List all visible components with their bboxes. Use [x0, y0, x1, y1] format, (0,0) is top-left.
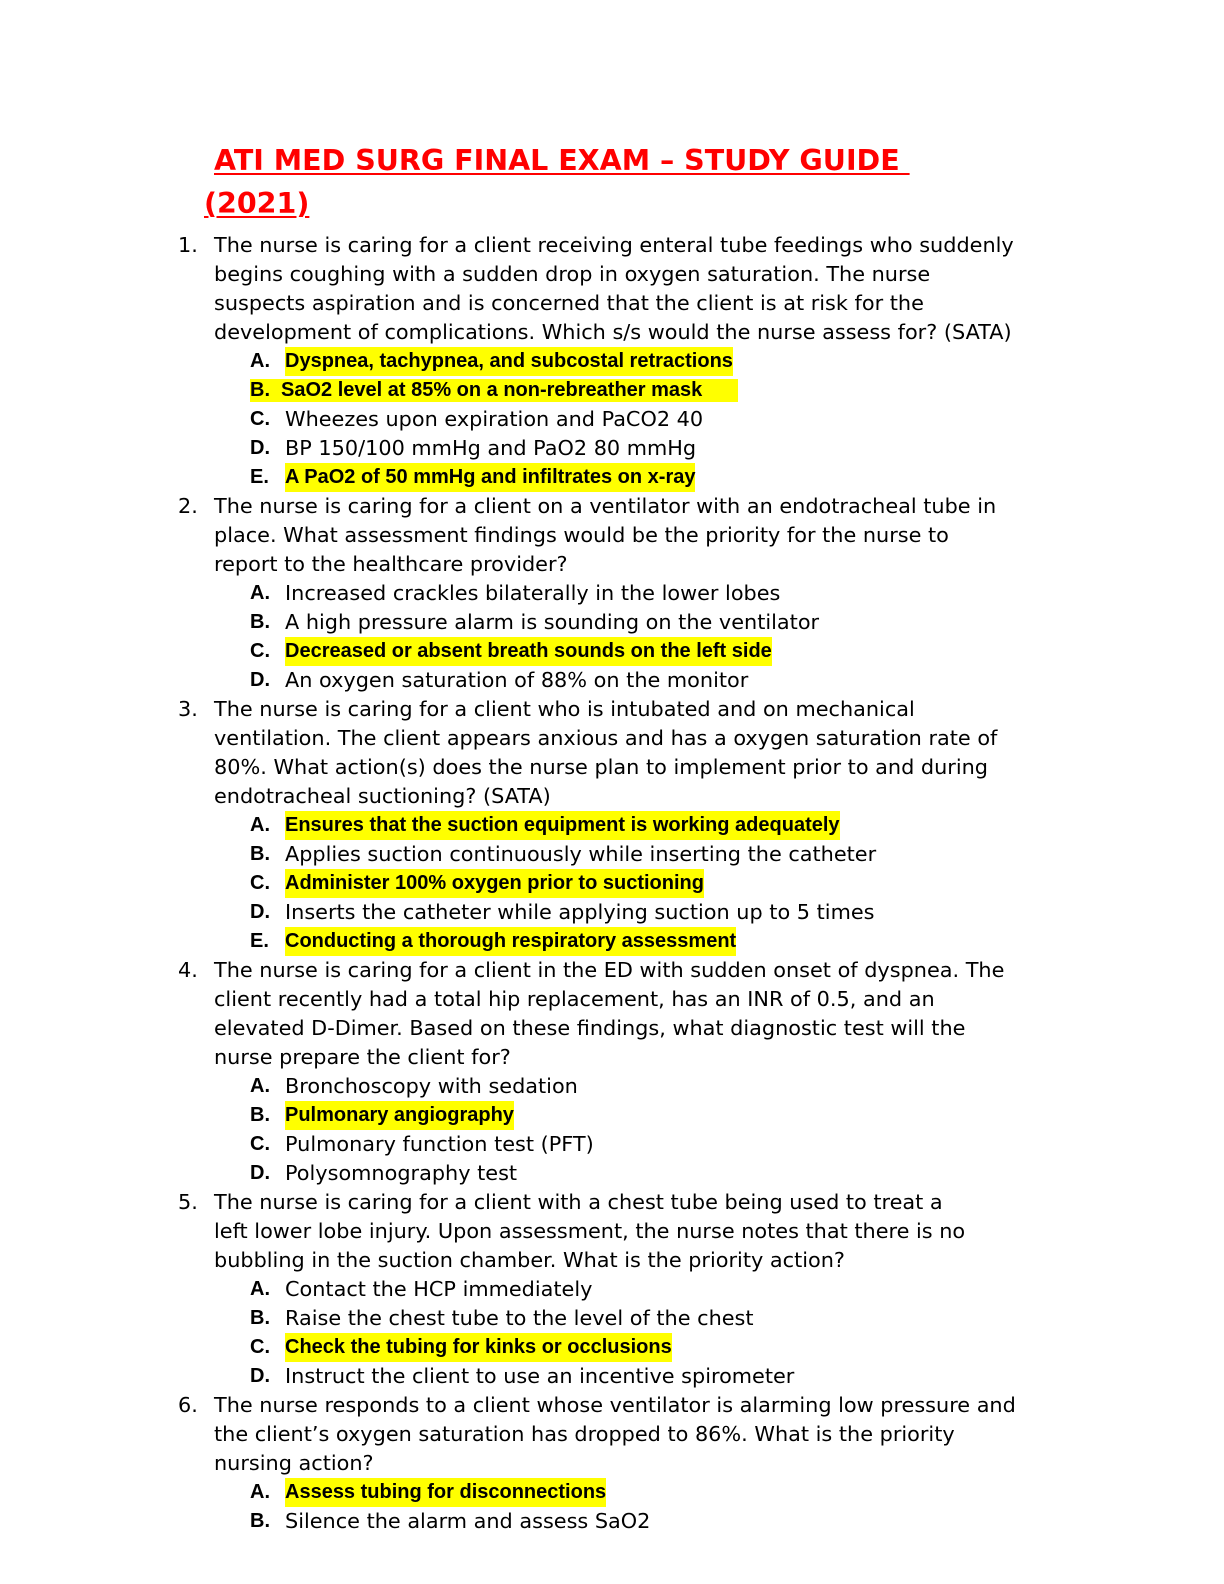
answer-option — [250, 463, 1224, 492]
answer-option — [250, 637, 1224, 666]
option-letter: B. — [250, 379, 270, 401]
option-letter: B. — [250, 843, 270, 865]
question-number: 1. — [178, 233, 198, 257]
question-number: 2. — [178, 494, 198, 518]
option-letter: A. — [250, 1278, 270, 1300]
answer-option — [250, 1275, 1224, 1304]
question-number: 5. — [178, 1190, 198, 1214]
answer-option — [250, 1362, 1224, 1391]
question-2 — [0, 492, 1224, 695]
question-4 — [0, 956, 1224, 1188]
option-text: Pulmonary function test (PFT) — [285, 1132, 594, 1156]
question-1 — [0, 231, 1224, 492]
question-stem — [178, 695, 1074, 811]
option-letter: D. — [250, 437, 270, 459]
option-letter: D. — [250, 1162, 270, 1184]
option-letter: C. — [250, 872, 270, 894]
option-letter: C. — [250, 1336, 270, 1358]
answer-option — [250, 1159, 1224, 1188]
answer-option — [250, 927, 1224, 956]
question-text: The nurse is caring for a client with a chest tube being used to treat a left lower lobe injury. Upon assessment, the nurse notes that there is no bubbling in the suction chamber. What is the priority action? — [214, 1190, 966, 1272]
correct-option-text: Dyspnea, tachypnea, and subcostal retractions — [285, 347, 733, 376]
title-line-2: (2021) — [204, 187, 310, 220]
option-letter: D. — [250, 669, 270, 691]
correct-option-text: SaO2 level at 85% on a non-rebreather mask — [281, 379, 703, 401]
answer-option — [250, 811, 1224, 840]
question-text: The nurse is caring for a client who is intubated and on mechanical ventilation. The client appears anxious and has a oxygen saturation rate of 80%. What action(s) does the nurse plan to implement prior to and during endotracheal suctioning? (SATA) — [214, 697, 998, 808]
question-number: 4. — [178, 958, 198, 982]
option-letter: A. — [250, 350, 270, 372]
answer-option — [250, 1507, 1224, 1536]
correct-option-text: Check the tubing for kinks or occlusions — [285, 1333, 672, 1362]
answer-option — [250, 376, 1224, 405]
option-text: Increased crackles bilaterally in the lower lobes — [285, 581, 781, 605]
answer-option — [250, 1130, 1224, 1159]
answer-option — [250, 898, 1224, 927]
option-text: Raise the chest tube to the level of the chest — [285, 1306, 754, 1330]
answer-option — [250, 1478, 1224, 1507]
option-letter: B. — [250, 1104, 270, 1126]
question-stem — [178, 956, 1074, 1072]
question-text: The nurse responds to a client whose ventilator is alarming low pressure and the client’s oxygen saturation has dropped to 86%. What is the priority nursing action? — [214, 1393, 1016, 1475]
title-line-1: ATI MED SURG FINAL EXAM – STUDY GUIDE — [214, 144, 910, 177]
option-letter: B. — [250, 1510, 270, 1532]
option-letter: E. — [250, 466, 269, 488]
option-letter: C. — [250, 408, 270, 430]
option-letter: B. — [250, 611, 270, 633]
answer-option — [250, 405, 1224, 434]
option-letter: B. — [250, 1307, 270, 1329]
question-stem — [178, 492, 1074, 579]
option-text: Applies suction continuously while inserting the catheter — [285, 842, 877, 866]
answer-option — [250, 1304, 1224, 1333]
correct-option-text: Administer 100% oxygen prior to suctioning — [285, 869, 704, 898]
option-text: Contact the HCP immediately — [285, 1277, 593, 1301]
question-number: 6. — [178, 1393, 198, 1417]
answer-option — [250, 666, 1224, 695]
option-text: BP 150/100 mmHg and PaO2 80 mmHg — [285, 436, 697, 460]
option-letter: A. — [250, 1481, 270, 1503]
correct-option-text: Pulmonary angiography — [285, 1101, 514, 1130]
correct-option-text: Assess tubing for disconnections — [285, 1478, 606, 1507]
option-text: Silence the alarm and assess SaO2 — [285, 1509, 651, 1533]
option-letter: A. — [250, 1075, 270, 1097]
answer-option — [250, 347, 1224, 376]
question-text: The nurse is caring for a client on a ventilator with an endotracheal tube in place. What assessment findings would be the priority for the nurse to report to the healthcare provider? — [214, 494, 997, 576]
question-stem — [178, 1188, 1074, 1275]
option-letter: C. — [250, 1133, 270, 1155]
question-list — [0, 231, 1224, 1536]
option-text: An oxygen saturation of 88% on the monitor — [285, 668, 749, 692]
question-text: The nurse is caring for a client in the ED with sudden onset of dyspnea. The client recently had a total hip replacement, has an INR of 0.5, and an elevated D-Dimer. Based on these findings, what diagnostic test will the nurse prepare the client for? — [214, 958, 1005, 1069]
answer-option — [250, 1072, 1224, 1101]
option-text: Wheezes upon expiration and PaCO2 40 — [285, 407, 704, 431]
correct-option-text: A PaO2 of 50 mmHg and infiltrates on x-ray — [285, 463, 695, 492]
option-letter: C. — [250, 640, 270, 662]
answer-option — [250, 579, 1224, 608]
option-text: Bronchoscopy with sedation — [285, 1074, 578, 1098]
option-text: A high pressure alarm is sounding on the ventilator — [285, 610, 820, 634]
option-text: Instruct the client to use an incentive spirometer — [285, 1364, 795, 1388]
answer-option — [250, 869, 1224, 898]
correct-option-text: Decreased or absent breath sounds on the left side — [285, 637, 772, 666]
question-text: The nurse is caring for a client receiving enteral tube feedings who suddenly begins coughing with a sudden drop in oxygen saturation. The nurse suspects aspiration and is concerned that the client is at risk for the development of complications. Which s/s would the nurse assess for? (SATA) — [214, 233, 1014, 344]
option-letter: D. — [250, 901, 270, 923]
correct-option-text: Conducting a thorough respiratory assessment — [285, 927, 736, 956]
answer-option — [250, 1101, 1224, 1130]
option-letter: A. — [250, 582, 270, 604]
question-3 — [0, 695, 1224, 956]
option-letter: A. — [250, 814, 270, 836]
question-stem — [178, 231, 1074, 347]
answer-option — [250, 434, 1224, 463]
question-stem — [178, 1391, 1074, 1478]
question-6 — [0, 1391, 1224, 1536]
question-5 — [0, 1188, 1224, 1391]
option-text: Polysomnography test — [285, 1161, 518, 1185]
option-letter: E. — [250, 930, 269, 952]
option-text: Inserts the catheter while applying suction up to 5 times — [285, 900, 875, 924]
answer-option — [250, 1333, 1224, 1362]
answer-option — [250, 840, 1224, 869]
option-letter: D. — [250, 1365, 270, 1387]
question-number: 3. — [178, 697, 198, 721]
correct-option-text: Ensures that the suction equipment is working adequately — [285, 811, 840, 840]
answer-option — [250, 608, 1224, 637]
